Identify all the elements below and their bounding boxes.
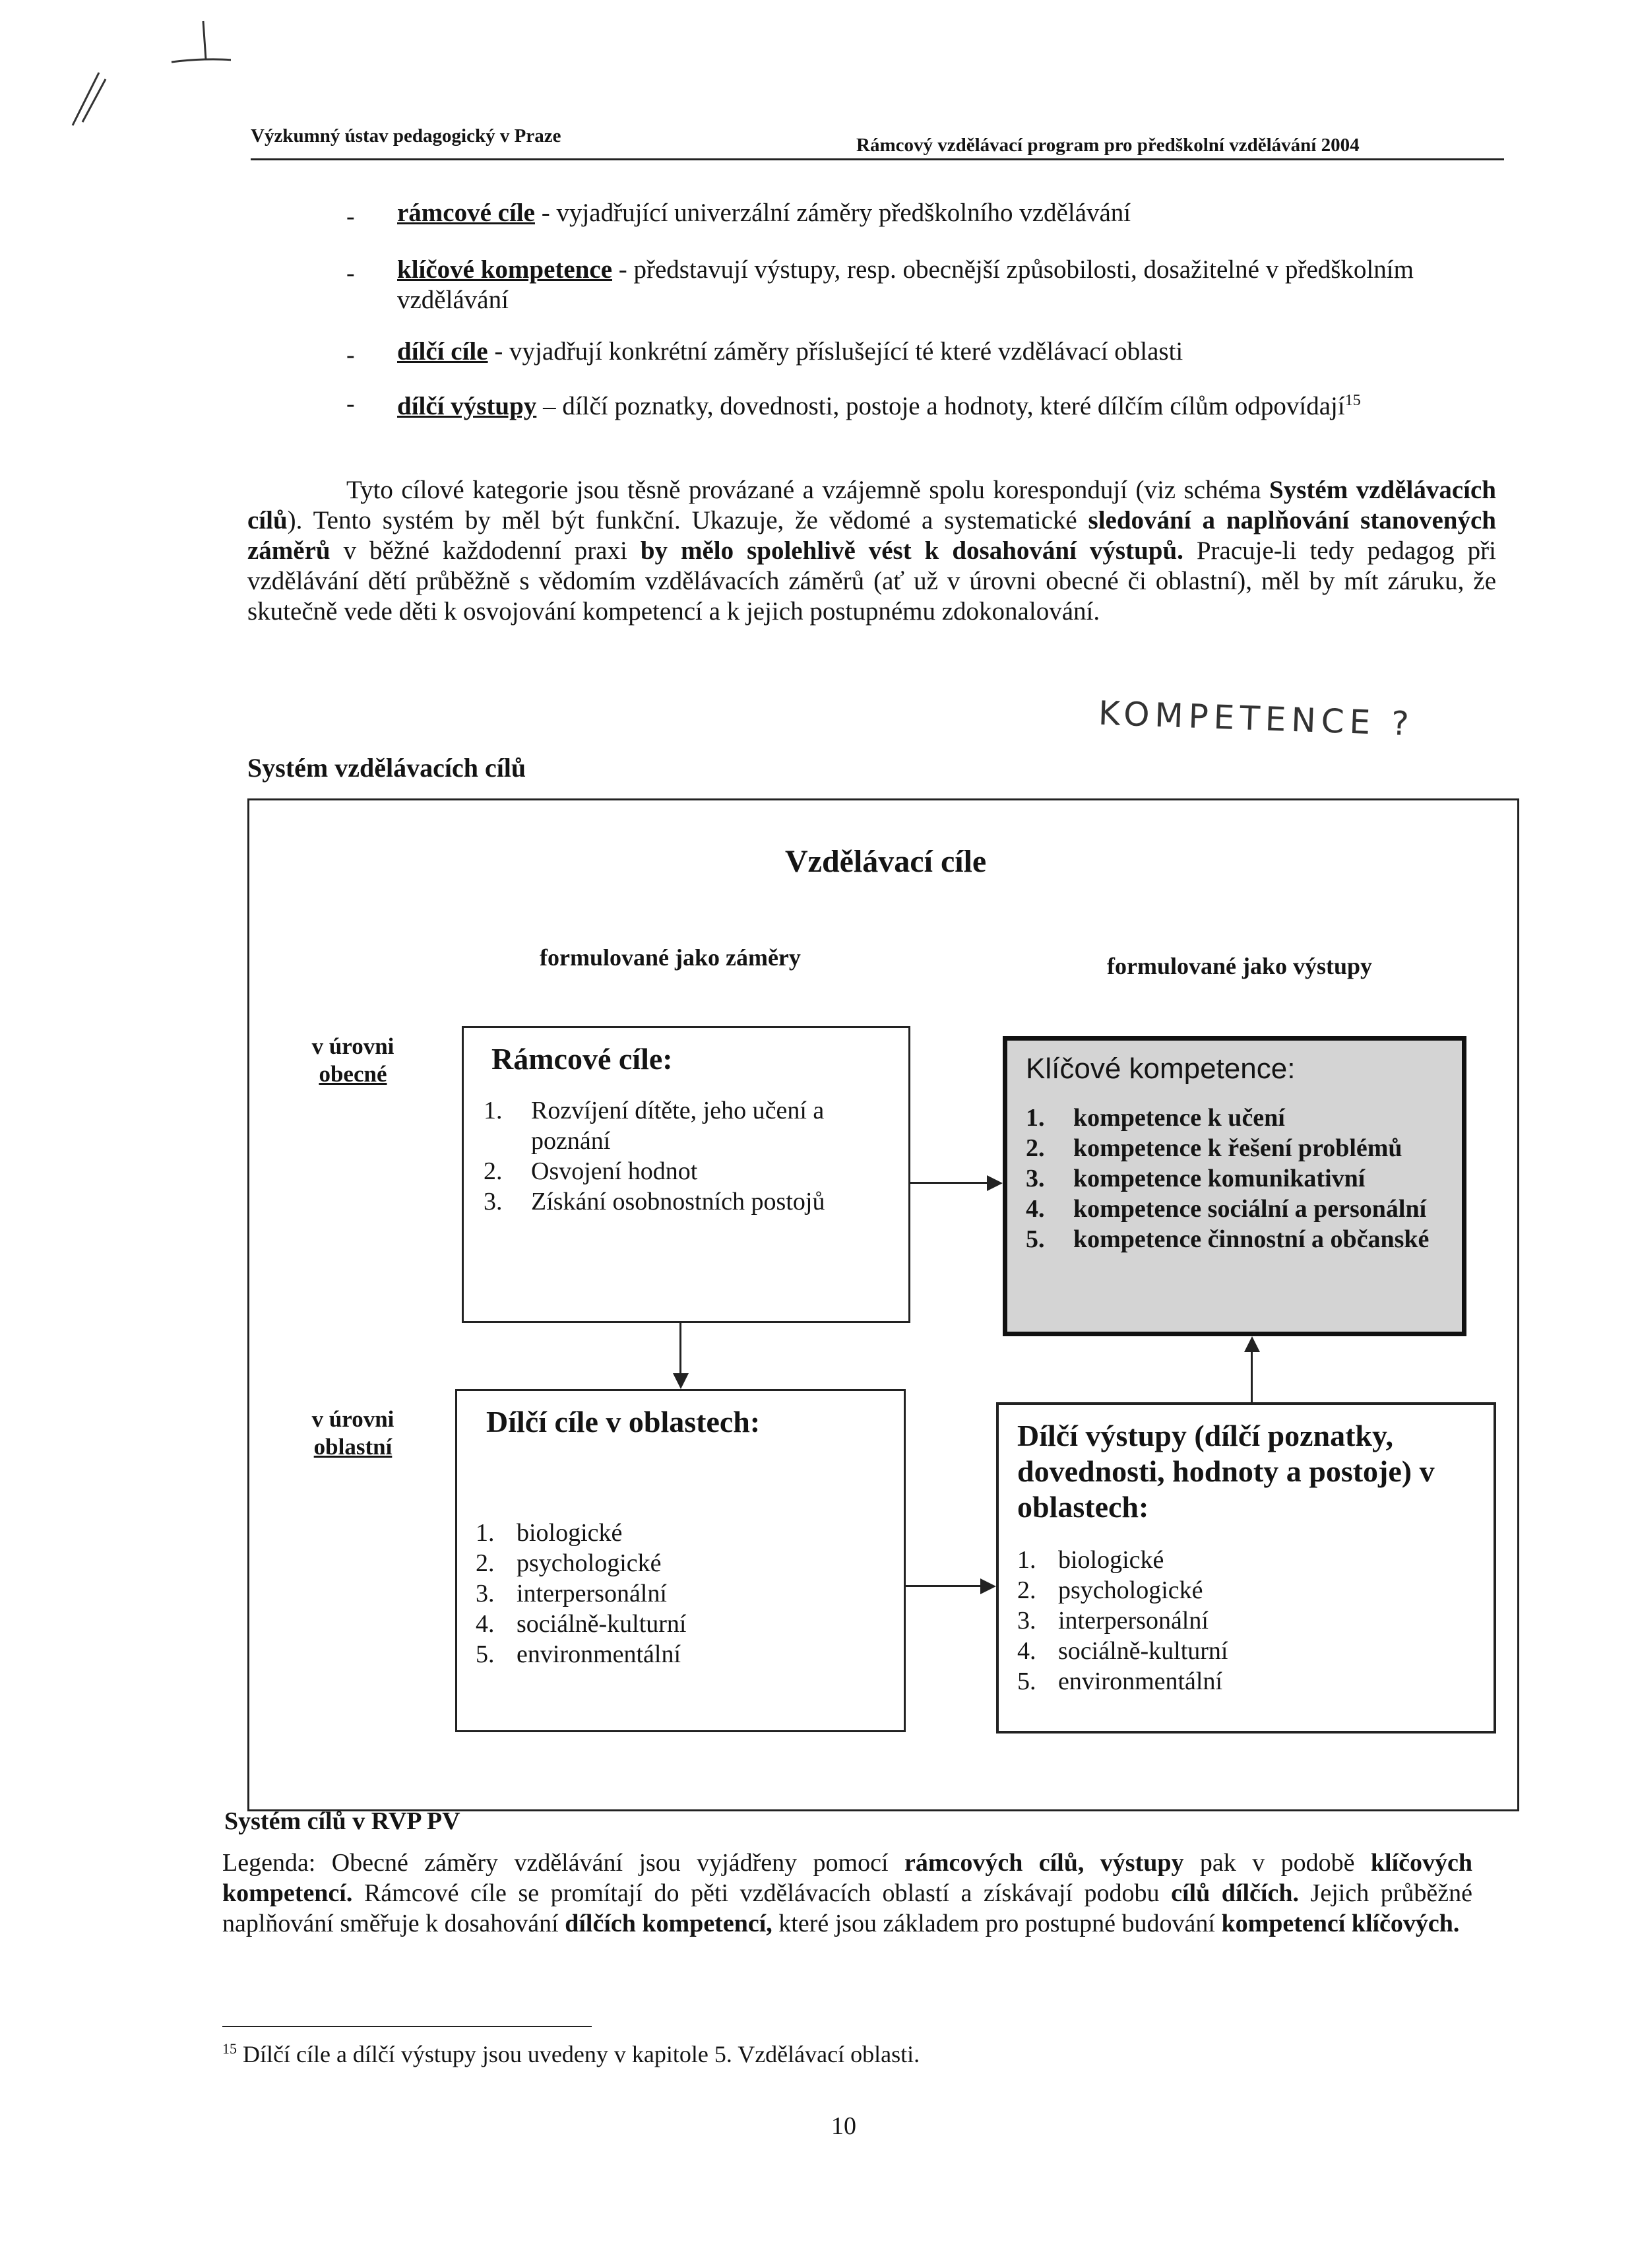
item-num: 1. (476, 1519, 495, 1547)
footnote-number: 15 (222, 2040, 237, 2057)
item-num: 2. (476, 1549, 495, 1577)
item-text: interpersonální (517, 1580, 667, 1607)
item-num: 4. (1017, 1637, 1036, 1665)
diagram-caption: Systém cílů v RVP PV (224, 1807, 460, 1835)
item-num: 2. (1026, 1134, 1045, 1162)
item-text: Osvojení hodnot (531, 1157, 698, 1185)
body-paragraph (247, 475, 1496, 627)
para-text: v běžné každodenní praxi (330, 536, 641, 565)
para-bold: a naplňování stanovených záměrů (247, 506, 1496, 565)
item-num: 4. (476, 1610, 495, 1638)
item-text: psychologické (517, 1549, 662, 1577)
arrow-head-icon (987, 1175, 1003, 1191)
bullet-marker: - (346, 259, 355, 287)
list-item (484, 1095, 889, 1156)
footnote (222, 2040, 920, 2068)
list-item (1017, 1545, 1475, 1575)
bullet-text: - vyjadřují konkrétní záměry příslušející té které vzdělávací oblasti (488, 337, 1183, 366)
arrow-dc-to-dv (906, 1585, 980, 1587)
bullet-marker: - (346, 390, 355, 418)
para-bold: sledování (1088, 506, 1191, 535)
bullet-marker: - (346, 203, 355, 230)
item-text: kompetence k učení (1073, 1104, 1285, 1132)
item-text: kompetence komunikativní (1073, 1165, 1366, 1192)
item-num: 3. (484, 1188, 503, 1215)
item-text: environmentální (517, 1640, 681, 1668)
item-num: 5. (1026, 1225, 1045, 1253)
box-title: Klíčové kompetence: (1026, 1053, 1296, 1085)
item-text: biologické (1058, 1546, 1164, 1574)
item-num: 3. (1017, 1607, 1036, 1635)
legend-bold: rámcových cílů, výstupy (904, 1849, 1184, 1877)
list-item (1017, 1575, 1475, 1605)
row-label-oblastni (300, 1406, 406, 1461)
list-item (1017, 1666, 1475, 1697)
item-num: 4. (1026, 1195, 1045, 1223)
handwritten-note: KOMPETENCE ? (1098, 694, 1415, 744)
box-dilci-cile (455, 1389, 906, 1732)
item-num: 5. (1017, 1668, 1036, 1695)
item-num: 5. (476, 1640, 495, 1668)
item-num: 1. (1026, 1104, 1045, 1132)
bullet-term: rámcové cíle (397, 199, 535, 227)
row-label-line: obecné (319, 1061, 387, 1087)
legend-paragraph (222, 1848, 1472, 1939)
list-item (1026, 1224, 1443, 1254)
list-item (1026, 1194, 1443, 1224)
bullet-klicove-kompetence (397, 255, 1505, 315)
header-institute: Výzkumný ústav pedagogický v Praze (251, 125, 561, 146)
para-bold: by mělo spolehlivě vést k dosahování výstupů. (640, 536, 1183, 565)
list-item (476, 1609, 885, 1639)
legend-text: Rámcové cíle se promítají do pěti vzdělávacích oblastí a získávají podobu (352, 1879, 1172, 1907)
box-ramcove-cile (462, 1026, 910, 1323)
arrow-head-icon (980, 1578, 996, 1594)
box-title: Dílčí cíle v oblastech: (486, 1405, 761, 1439)
column-label-vystupy: formulované jako výstupy (1107, 953, 1373, 979)
arrow-head-icon (1244, 1336, 1260, 1352)
list-item (1017, 1605, 1475, 1636)
list-item (476, 1639, 885, 1669)
row-label-line: v úrovni (311, 1033, 394, 1059)
item-text: psychologické (1058, 1576, 1203, 1604)
item-text: Získání osobnostních postojů (531, 1188, 825, 1215)
diagram-section-title: Systém vzdělávacích cílů (247, 753, 526, 783)
diagram-title: Vzdělávací cíle (785, 844, 987, 879)
legend-text: které jsou základem pro postupné budování (772, 1910, 1222, 1937)
box-klicove-kompetence (1003, 1036, 1466, 1336)
box-title: Dílčí výstupy (dílčí poznatky, dovednosti, hodnoty a postoje) v oblastech: (1017, 1419, 1435, 1524)
arrow-rc-to-dc (679, 1323, 681, 1373)
bullet-dilci-vystupy (397, 385, 1505, 422)
bullet-ramcove-cile (397, 198, 1505, 228)
bullet-term: dílčí výstupy (397, 392, 537, 420)
bullet-term: dílčí cíle (397, 337, 488, 366)
para-text: Pracuje-li tedy pedagog při vzdělávání dětí průběžně s vědomím vzdělávacích záměrů (ať už v úrovni obecné či oblastní), měl by mít záruku, že skutečně vede děti k osvojování kompetencí a k jejich postupnému zdokonalování. (247, 536, 1496, 626)
para-bold: Systém vzdělávacích cílů (247, 476, 1496, 535)
legend-bold: dílčích kompetencí, (565, 1910, 772, 1937)
legend-text: Jejich průběžné naplňování směřuje k dosahování (222, 1879, 1473, 1937)
item-num: 1. (1017, 1546, 1036, 1574)
row-label-line: v úrovni (311, 1406, 394, 1432)
item-text: Rozvíjení dítěte, jeho učení a poznání (531, 1097, 825, 1155)
list-item (476, 1578, 885, 1609)
list-item (1026, 1103, 1443, 1133)
legend-bold: cílů dílčích. (1171, 1879, 1299, 1907)
item-num: 2. (1017, 1576, 1036, 1604)
item-text: biologické (517, 1519, 623, 1547)
bullet-text: – dílčí poznatky, dovednosti, postoje a hodnoty, které dílčím cílům odpovídají (536, 392, 1345, 420)
legend-bold: kompetencí klíčových. (1221, 1910, 1460, 1937)
list-item (476, 1548, 885, 1578)
item-text: sociálně-kulturní (517, 1610, 687, 1638)
box-dilci-vystupy (996, 1402, 1496, 1733)
list-item (1017, 1636, 1475, 1666)
item-num: 1. (484, 1097, 503, 1124)
list-item (1026, 1133, 1443, 1163)
box-title: Rámcové cíle: (491, 1042, 673, 1076)
para-text: ). Tento systém by měl být funkční. Ukazuje, že vědomé a systematické (287, 506, 1088, 535)
item-text: interpersonální (1058, 1607, 1209, 1635)
item-num: 2. (484, 1157, 503, 1185)
header-rule (251, 158, 1504, 160)
row-label-line: oblastní (313, 1434, 393, 1460)
header-program: Rámcový vzdělávací program pro předškolní vzdělávání 2004 (856, 135, 1360, 156)
list-item (484, 1156, 889, 1186)
page-number: 10 (831, 2112, 856, 2140)
arrow-rc-to-kk (910, 1182, 987, 1184)
item-num: 3. (1026, 1165, 1045, 1192)
item-text: environmentální (1058, 1668, 1223, 1695)
arrow-head-icon (673, 1373, 689, 1389)
list-item (484, 1186, 889, 1217)
list-item (476, 1518, 885, 1548)
bullet-text: - vyjadřující univerzální záměry předškolního vzdělávání (534, 199, 1131, 227)
arrow-dv-to-kk (1251, 1352, 1253, 1402)
item-text: sociálně-kulturní (1058, 1637, 1228, 1665)
item-num: 3. (476, 1580, 495, 1607)
item-text: kompetence k řešení problémů (1073, 1134, 1402, 1162)
list-item (1026, 1163, 1443, 1194)
bullet-dilci-cile (397, 337, 1505, 367)
legend-bold: klíčových kompetencí. (222, 1849, 1473, 1907)
legend-text: pak v podobě (1183, 1849, 1371, 1877)
footnote-text: Dílčí cíle a dílčí výstupy jsou uvedeny v kapitole 5. Vzdělávací oblasti. (243, 2041, 920, 2067)
pencil-marks (33, 13, 231, 145)
bullet-marker: - (346, 341, 355, 369)
item-text: kompetence činnostní a občanské (1073, 1225, 1430, 1253)
legend-text: Legenda: Obecné záměry vzdělávání jsou vyjádřeny pomocí (222, 1849, 904, 1877)
bullet-term: klíčové kompetence (397, 255, 613, 284)
column-label-zamery: formulované jako záměry (540, 944, 801, 971)
footnote-rule (222, 2026, 592, 2027)
footnote-ref: 15 (1344, 392, 1361, 409)
item-text: kompetence sociální a personální (1073, 1195, 1427, 1223)
bullet-text: - představují výstupy, resp. obecnější způsobilosti, dosažitelné v předškolním vzdělávání (397, 255, 1414, 314)
row-label-obecne (300, 1033, 406, 1088)
para-text: Tyto cílové kategorie jsou těsně provázané a vzájemně spolu korespondují (viz schéma (346, 476, 1270, 504)
